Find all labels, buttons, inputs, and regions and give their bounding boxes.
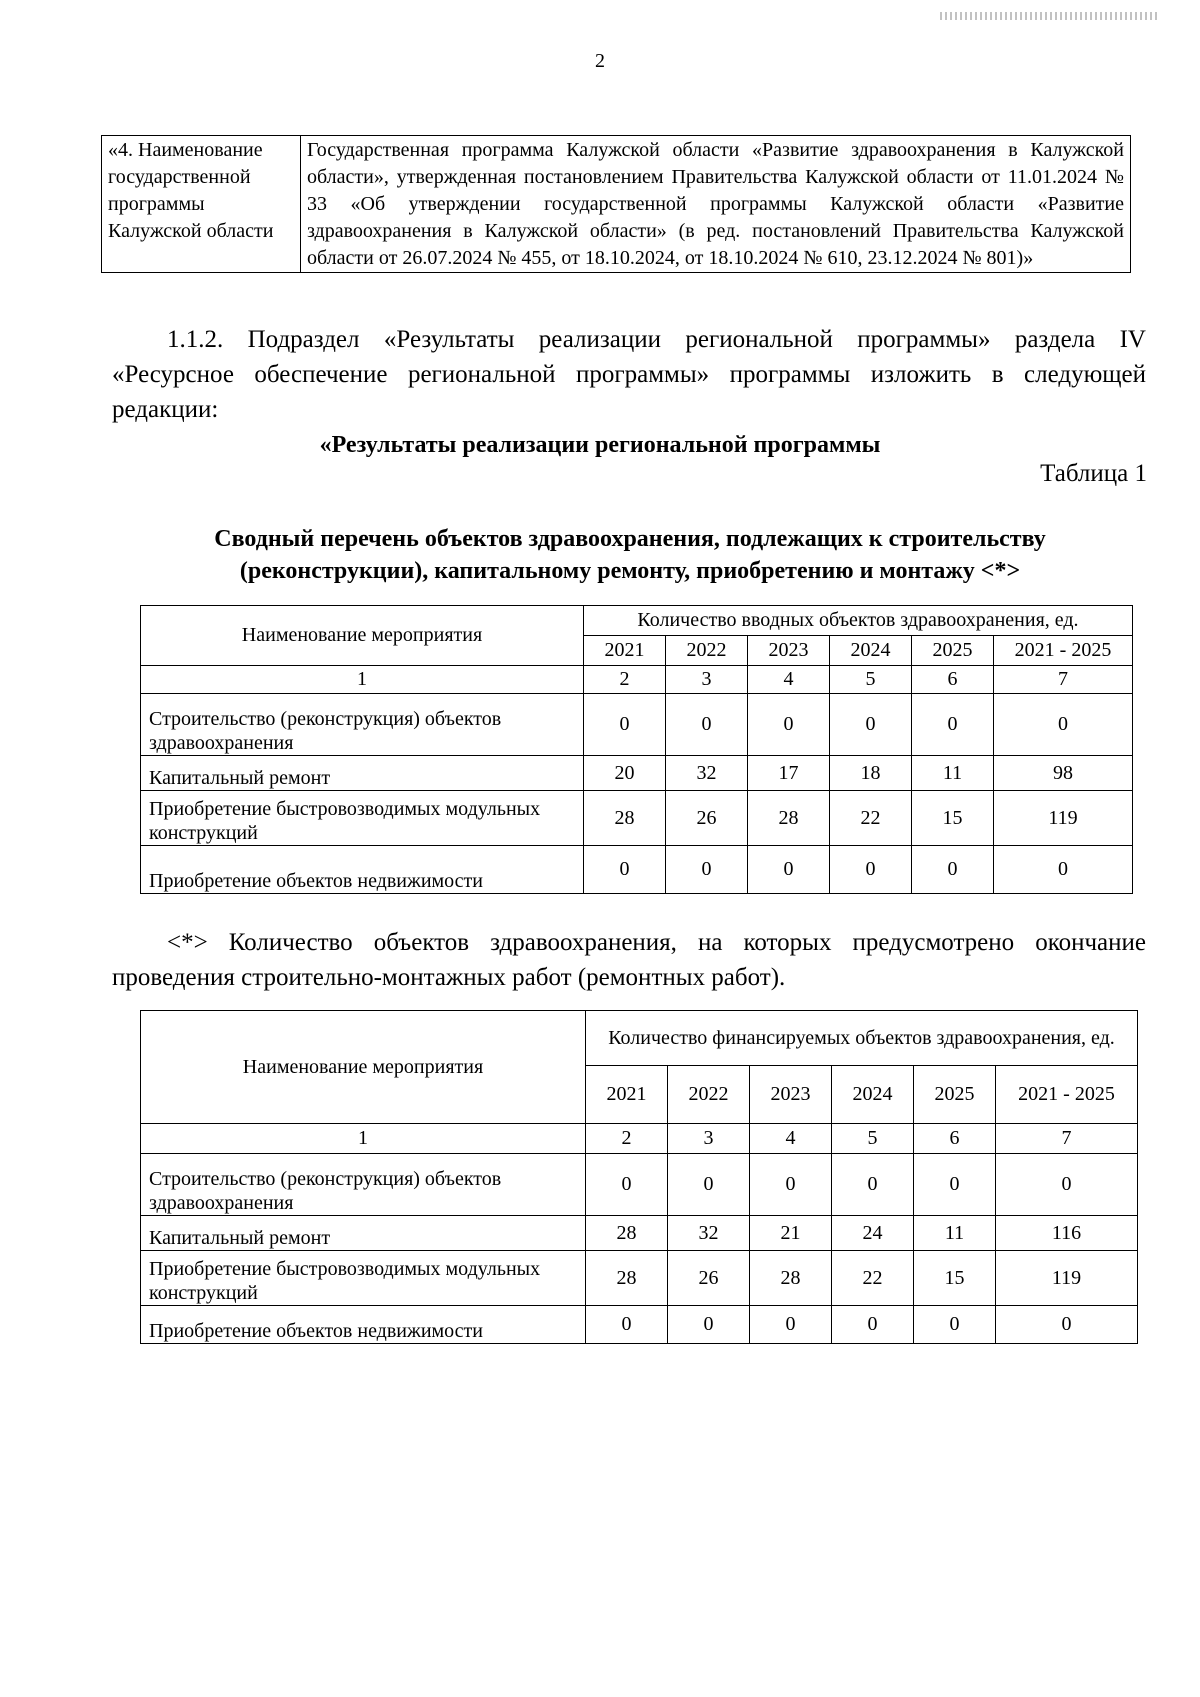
header-name: Наименование мероприятия — [141, 1011, 586, 1124]
cell-value: 0 — [914, 1306, 996, 1344]
cell-value: 0 — [666, 694, 748, 756]
year-header: 2021 - 2025 — [996, 1066, 1138, 1124]
cell-value: 0 — [996, 1306, 1138, 1344]
column-number-row — [141, 1124, 1138, 1154]
amendment-text: 1.1.2. Подраздел «Результаты реализации региональной программы» раздела IV «Ресурсное обеспечение региональной программы» программы изложить в следующей редакции: — [112, 326, 1146, 423]
results-heading: «Результаты реализации региональной программы — [319, 432, 881, 458]
cell-value: 18 — [830, 756, 912, 791]
financed-objects-table — [140, 1010, 1138, 1344]
program-info-table — [101, 135, 1131, 273]
cell-value: 0 — [586, 1306, 668, 1344]
cell-value: 24 — [832, 1216, 914, 1251]
commissioned-objects-table — [140, 605, 1133, 894]
year-header: 2021 — [584, 636, 666, 666]
year-header: 2022 — [668, 1066, 750, 1124]
cell-value: 0 — [584, 846, 666, 894]
col-number: 6 — [914, 1124, 996, 1154]
cell-value: 0 — [668, 1154, 750, 1216]
year-header: 2022 — [666, 636, 748, 666]
table-row — [141, 694, 1133, 756]
scan-marks — [940, 12, 1160, 20]
col-number: 5 — [832, 1124, 914, 1154]
cell-value: 11 — [914, 1216, 996, 1251]
year-header: 2023 — [748, 636, 830, 666]
table-row — [141, 846, 1133, 894]
cell-value: 22 — [830, 791, 912, 846]
cell-value: 22 — [832, 1251, 914, 1306]
cell-value: 28 — [584, 791, 666, 846]
table-row — [141, 1216, 1138, 1251]
cell-value: 21 — [750, 1216, 832, 1251]
row-label: Приобретение быстровозводимых модульных конструкций — [141, 791, 584, 846]
cell-value: 0 — [750, 1306, 832, 1344]
col-number: 5 — [830, 666, 912, 694]
cell-value: 0 — [996, 1154, 1138, 1216]
year-header: 2024 — [830, 636, 912, 666]
year-header: 2025 — [912, 636, 994, 666]
year-header: 2025 — [914, 1066, 996, 1124]
cell-value: 26 — [666, 791, 748, 846]
year-header: 2021 - 2025 — [994, 636, 1133, 666]
table-row — [141, 1306, 1138, 1344]
cell-value: 17 — [748, 756, 830, 791]
col-number: 3 — [666, 666, 748, 694]
col-number: 4 — [750, 1124, 832, 1154]
program-info-label: «4. Наименование государственной программы Калужской области — [102, 136, 301, 273]
program-info-value: Государственная программа Калужской области «Развитие здравоохранения в Калужской области», утвержденная постановлением Правительства Калужской области от 11.01.2024 № 33 «Об утверждении государственной программы Калужской области «Развитие здравоохранения в Калужской области» (в ред. постановлений Правительства Калужской области от 26.07.2024 № 455, от 18.10.2024, от 18.10.2024 № 610, 23.12.2024 № 801)» — [301, 136, 1131, 273]
row-label: Строительство (реконструкция) объектов здравоохранения — [141, 694, 584, 756]
row-label: Приобретение объектов недвижимости — [141, 846, 584, 894]
cell-value: 32 — [666, 756, 748, 791]
row-label: Приобретение объектов недвижимости — [141, 1306, 586, 1344]
cell-value: 0 — [668, 1306, 750, 1344]
cell-value: 119 — [994, 791, 1133, 846]
col-number: 1 — [141, 666, 584, 694]
cell-value: 28 — [750, 1251, 832, 1306]
col-number: 6 — [912, 666, 994, 694]
cell-value: 0 — [832, 1306, 914, 1344]
cell-value: 0 — [914, 1154, 996, 1216]
cell-value: 0 — [994, 846, 1133, 894]
header-name: Наименование мероприятия — [141, 606, 584, 666]
col-number: 1 — [141, 1124, 586, 1154]
cell-value: 15 — [914, 1251, 996, 1306]
col-number: 2 — [586, 1124, 668, 1154]
cell-value: 98 — [994, 756, 1133, 791]
cell-value: 0 — [586, 1154, 668, 1216]
header-group: Количество финансируемых объектов здравоохранения, ед. — [586, 1011, 1138, 1066]
row-label: Приобретение быстровозводимых модульных конструкций — [141, 1251, 586, 1306]
header-group: Количество вводных объектов здравоохранения, ед. — [584, 606, 1133, 636]
amendment-paragraph — [112, 322, 1146, 427]
cell-value: 0 — [912, 694, 994, 756]
column-number-row — [141, 666, 1133, 694]
table-row — [141, 756, 1133, 791]
cell-value: 0 — [832, 1154, 914, 1216]
cell-value: 0 — [830, 846, 912, 894]
table-row — [141, 1154, 1138, 1216]
cell-value: 26 — [668, 1251, 750, 1306]
cell-value: 15 — [912, 791, 994, 846]
cell-value: 28 — [586, 1251, 668, 1306]
cell-value: 116 — [996, 1216, 1138, 1251]
year-header: 2021 — [586, 1066, 668, 1124]
cell-value: 0 — [748, 846, 830, 894]
col-number: 4 — [748, 666, 830, 694]
cell-value: 0 — [994, 694, 1133, 756]
cell-value: 0 — [666, 846, 748, 894]
col-number: 7 — [996, 1124, 1138, 1154]
cell-value: 11 — [912, 756, 994, 791]
table-row — [141, 791, 1133, 846]
cell-value: 0 — [912, 846, 994, 894]
cell-value: 0 — [830, 694, 912, 756]
cell-value: 28 — [748, 791, 830, 846]
row-label: Строительство (реконструкция) объектов здравоохранения — [141, 1154, 586, 1216]
summary-heading: Сводный перечень объектов здравоохранения, подлежащих к строительству (реконструкции), капитальному ремонту, приобретению и монтажу <*> — [214, 526, 1046, 584]
row-label: Капитальный ремонт — [141, 1216, 586, 1251]
cell-value: 32 — [668, 1216, 750, 1251]
table-row — [141, 1251, 1138, 1306]
cell-value: 20 — [584, 756, 666, 791]
year-header: 2024 — [832, 1066, 914, 1124]
cell-value: 28 — [586, 1216, 668, 1251]
col-number: 3 — [668, 1124, 750, 1154]
year-header: 2023 — [750, 1066, 832, 1124]
col-number: 7 — [994, 666, 1133, 694]
col-number: 2 — [584, 666, 666, 694]
cell-value: 0 — [584, 694, 666, 756]
row-label: Капитальный ремонт — [141, 756, 584, 791]
cell-value: 119 — [996, 1251, 1138, 1306]
cell-value: 0 — [750, 1154, 832, 1216]
table-label: Таблица 1 — [1040, 460, 1147, 487]
footnote-text: <*> Количество объектов здравоохранения, на которых предусмотрено окончание проведения строительно-монтажных работ (ремонтных работ). — [112, 929, 1146, 991]
page-number: 2 — [595, 50, 605, 72]
footnote — [112, 925, 1146, 995]
cell-value: 0 — [748, 694, 830, 756]
